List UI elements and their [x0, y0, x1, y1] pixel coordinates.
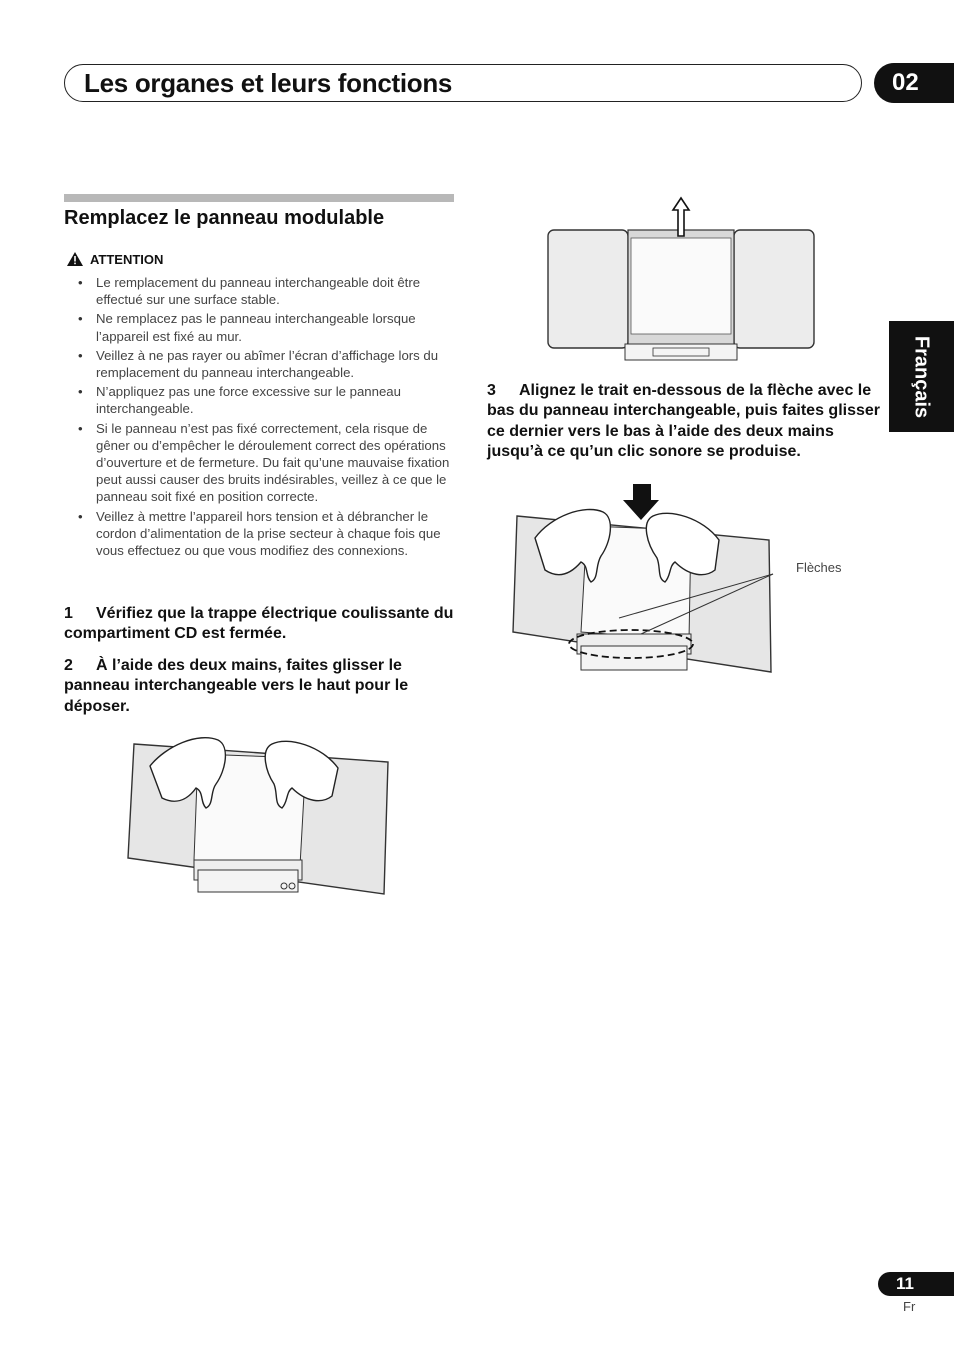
step-number: 2 [64, 657, 73, 674]
step-text: Alignez le trait en-dessous de la flèche avec le bas du panneau interchangeable, puis faites glisser ce dernier vers le bas à l’aide des deux mains jusqu’à ce qu’un clic sonore se produise. [487, 382, 880, 461]
language-label: Français [910, 335, 933, 419]
list-item: • Veillez à mettre l’appareil hors tension et à débrancher le cordon d’alimentation de la prise secteur à chaque fois que vous effectuez ou que vous modifiez des connexions. [64, 508, 456, 560]
list-item: • Ne remplacez pas le panneau interchangeable lorsque l’appareil est fixé au mur. [64, 310, 456, 344]
step-1 [64, 604, 459, 645]
attention-label: ATTENTION [90, 251, 164, 267]
step-number: 3 [487, 382, 496, 399]
arrows-caption: Flèches [796, 560, 842, 575]
list-item: • Si le panneau n’est pas fixé correctement, cela risque de gêner ou d’empêcher le déroulement correct des opérations d’ouverture et de fermeture. Du fait qu’une mauvaise fixation peut aussi causer des bruits indésirables, veillez à ce que le panneau soit fixé en position correcte. [64, 420, 456, 506]
step-3 [487, 381, 882, 463]
front-view-illustration [545, 196, 817, 364]
list-item: • Veillez à ne pas rayer ou abîmer l’écran d’affichage lors du remplacement du panneau interchangeable. [64, 347, 456, 381]
list-item: • N’appliquez pas une force excessive sur le panneau interchangeable. [64, 383, 456, 417]
chapter-number-badge: 02 [874, 63, 954, 103]
step-number: 1 [64, 605, 73, 622]
section-title: Remplacez le panneau modulable [64, 207, 385, 229]
chapter-title: Les organes et leurs fonctions [84, 68, 453, 98]
remove-panel-illustration [126, 732, 392, 900]
page-number: 11 [878, 1272, 954, 1296]
step-text: À l’aide des deux mains, faites glisser le panneau interchangeable vers le haut pour le déposer. [64, 657, 409, 715]
section-divider [64, 194, 454, 202]
caution-list [64, 274, 456, 561]
list-item: • Le remplacement du panneau interchangeable doit être effectué sur une surface stable. [64, 274, 456, 308]
step-2 [64, 656, 459, 717]
step-text: Vérifiez que la trappe électrique coulissante du compartiment CD est fermée. [64, 605, 454, 643]
language-side-tab [889, 321, 954, 432]
attach-panel-illustration [511, 482, 775, 678]
attention-heading [66, 251, 163, 267]
page-language-code: Fr [903, 1299, 916, 1314]
warning-icon [66, 251, 84, 267]
